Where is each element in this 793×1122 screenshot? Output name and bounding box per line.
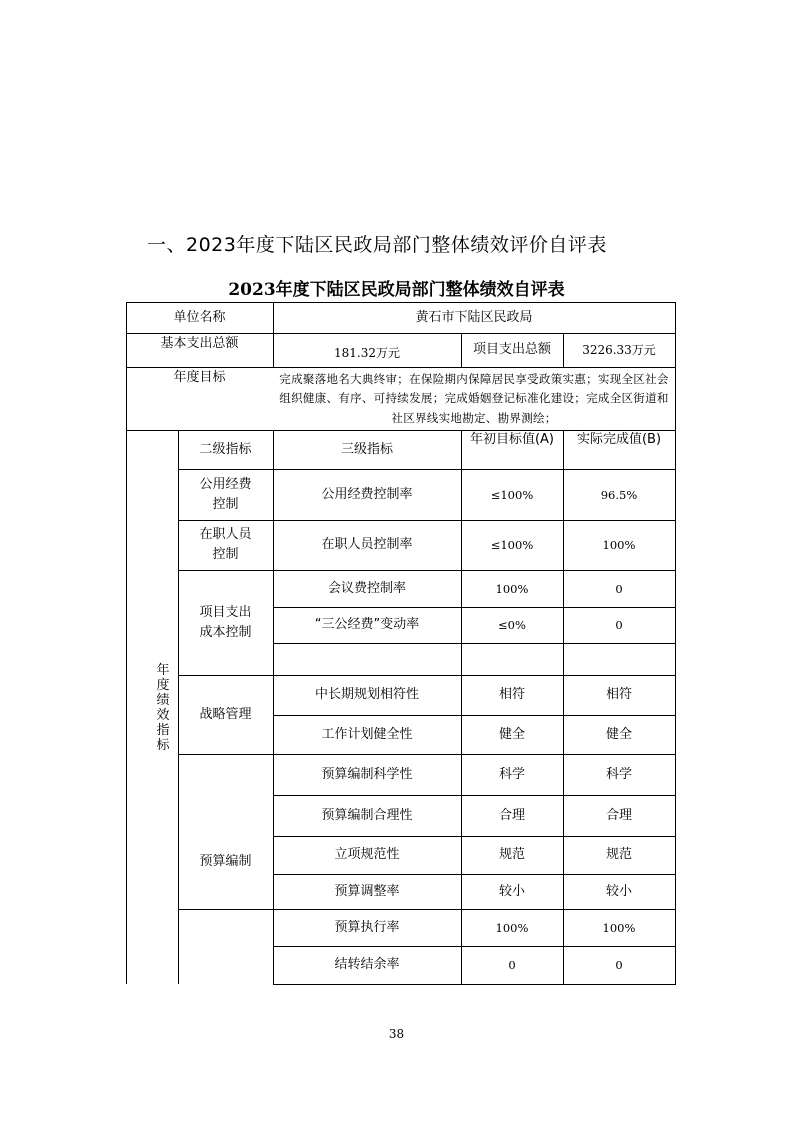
- target-value: 100%: [495, 581, 529, 596]
- annual-goal-text: 完成聚落地名大典终审；在保险期内保障居民享受政策实惠；实现全区社会组织健康、有序、可持续发展；完成婚姻登记标准化建设；完成全区街道和社区界线实地勘定、勘界测绘；: [279, 371, 669, 425]
- level3-indicator-name: 中长期规划相符性: [314, 687, 419, 702]
- actual-value: 科学: [605, 766, 632, 782]
- annual-performance-indicator-label: 年度绩效指标: [156, 663, 170, 753]
- level3-indicator-name: 公用经费控制率: [321, 487, 413, 502]
- level3-indicator-name: 预算执行率: [334, 919, 400, 935]
- target-value-header: 年初目标值(A): [469, 432, 555, 447]
- actual-value: 100%: [602, 920, 636, 935]
- target-value: 0: [508, 958, 516, 972]
- target-value: 健全: [498, 726, 525, 742]
- level3-indicator-name: 结转结余率: [334, 957, 400, 972]
- project-expenditure-label: 项目支出总额: [472, 342, 551, 357]
- basic-expenditure-value: 181.32万元: [334, 345, 400, 360]
- level3-indicator-name: 预算编制科学性: [321, 766, 413, 782]
- target-value: 规范: [498, 847, 525, 862]
- target-value: 相符: [498, 687, 525, 702]
- level2-indicator-header: 二级指标: [199, 441, 252, 457]
- actual-value: 100%: [602, 538, 636, 552]
- actual-value: 0: [615, 958, 623, 972]
- level2-indicator-name: 预算编制: [199, 853, 252, 869]
- target-value: 科学: [498, 766, 525, 782]
- basic-expenditure-label: 基本支出总额: [160, 336, 239, 351]
- level3-indicator-name: 会议费控制率: [327, 580, 406, 596]
- level3-indicator-name: “三公经费”变动率: [314, 617, 420, 632]
- table-rule: [675, 302, 676, 985]
- level3-indicator-name: 在职人员控制率: [321, 537, 413, 552]
- level2-indicator-name: 公用经费 控制: [199, 477, 252, 512]
- actual-value: 0: [615, 581, 623, 596]
- target-value: ≤100%: [490, 488, 534, 502]
- actual-value: 较小: [605, 883, 632, 899]
- target-value: ≤0%: [498, 618, 526, 632]
- unit-name-label: 单位名称: [173, 309, 226, 325]
- level2-indicator-name: 项目支出 成本控制: [199, 604, 252, 640]
- target-value: [461, 643, 563, 675]
- level2-indicator-name: 战略管理: [199, 706, 252, 722]
- table-rule: [273, 984, 676, 985]
- level3-indicator-name: [273, 643, 461, 675]
- level2-indicator-name: 在职人员 控制: [199, 527, 252, 562]
- section-heading: 一、2023年度下陆区民政局部门整体绩效评价自评表: [147, 234, 607, 256]
- level3-indicator-header: 三级指标: [340, 441, 393, 457]
- actual-value: 合理: [605, 807, 632, 823]
- actual-value: 规范: [605, 847, 632, 862]
- actual-value: 96.5%: [600, 488, 638, 502]
- actual-value: [563, 643, 675, 675]
- level3-indicator-name: 预算调整率: [334, 883, 400, 899]
- page-number: 38: [388, 1027, 405, 1041]
- unit-name-value: 黄石市下陆区民政局: [415, 309, 533, 325]
- target-value: 较小: [498, 883, 525, 899]
- table-title: 2023年度下陆区民政局部门整体绩效自评表: [228, 280, 565, 300]
- level3-indicator-name: 预算编制合理性: [321, 807, 413, 823]
- target-value: 合理: [498, 807, 525, 823]
- annual-goal-label: 年度目标: [173, 370, 226, 385]
- actual-value: 0: [615, 618, 623, 632]
- actual-value-header: 实际完成值(B): [576, 432, 662, 447]
- actual-value: 健全: [605, 726, 632, 742]
- target-value: ≤100%: [490, 538, 534, 552]
- target-value: 100%: [495, 920, 529, 935]
- level3-indicator-name: 工作计划健全性: [321, 726, 413, 742]
- level3-indicator-name: 立项规范性: [334, 847, 400, 862]
- project-expenditure-value: 3226.33万元: [582, 342, 656, 357]
- actual-value: 相符: [605, 687, 632, 702]
